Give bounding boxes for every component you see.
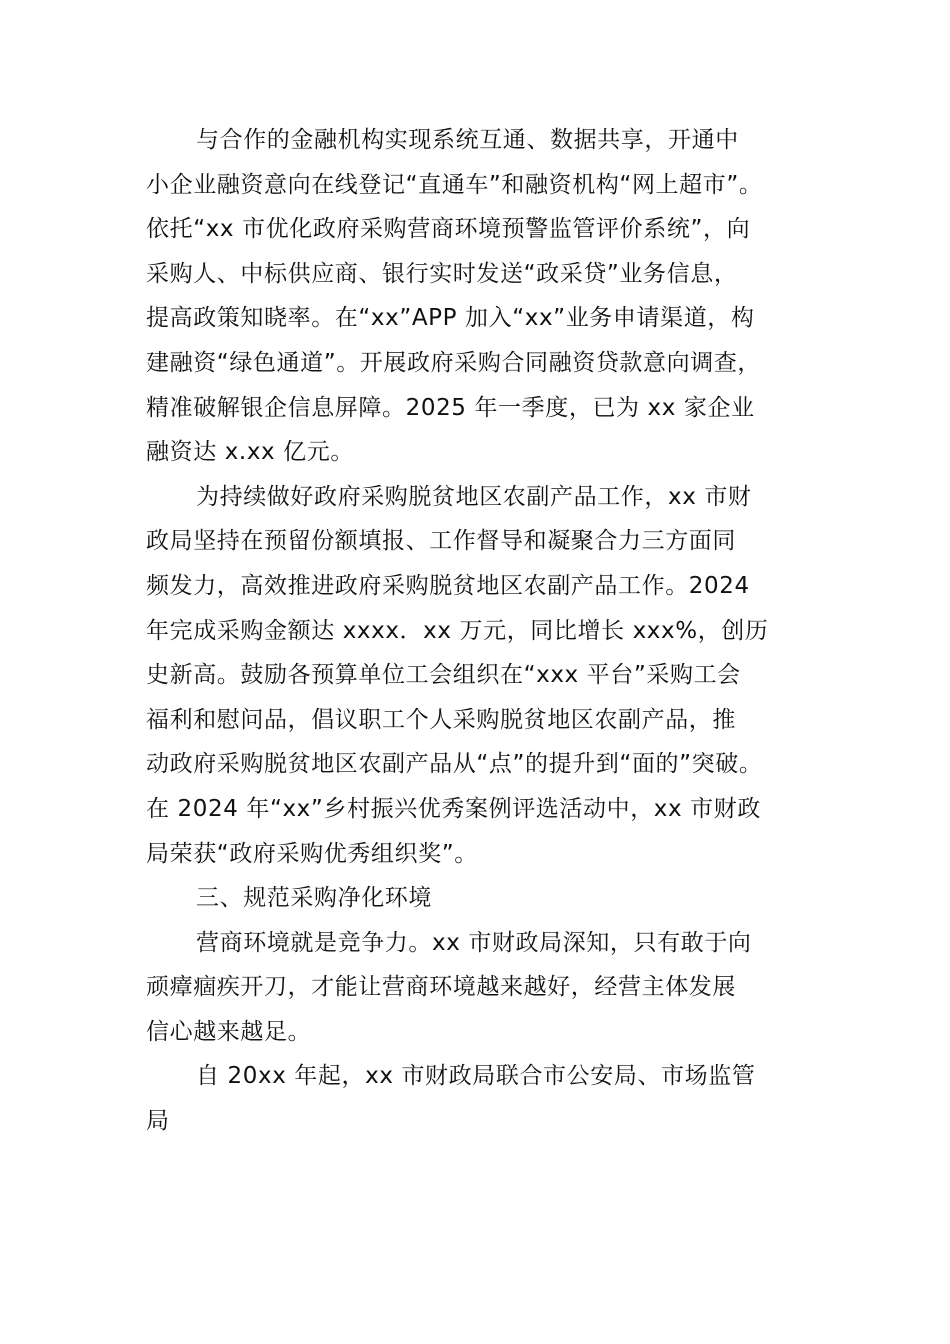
- text-line: 顽瘴痼疾开刀，才能让营商环境越来越好，经营主体发展: [146, 974, 736, 1001]
- text-line: 精准破解银企信息屏障。2025 年一季度，已为 xx 家企业: [146, 394, 755, 421]
- text-line: 提高政策知晓率。在“xx”APP 加入“xx”业务申请渠道，构: [146, 305, 755, 332]
- text-line: 采购人、中标供应商、银行实时发送“政采贷”业务信息，: [146, 260, 738, 287]
- text-line: 营商环境就是竞争力。xx 市财政局深知，只有敢于向: [196, 929, 752, 956]
- text-line: 融资达 x.xx 亿元。: [146, 439, 354, 466]
- text-line: 在 2024 年“xx”乡村振兴优秀案例评选活动中，xx 市财政: [146, 795, 761, 822]
- text-line: 史新高。鼓励各预算单位工会组织在“xxx 平台”采购工会: [146, 662, 741, 689]
- text-line: 依托“xx 市优化政府采购营商环境预警监管评价系统”，向: [146, 216, 751, 243]
- text-line: 小企业融资意向在线登记“直通车”和融资机构“网上超市”。: [146, 171, 763, 198]
- text-line: 频发力，高效推进政府采购脱贫地区农副产品工作。2024: [146, 572, 750, 599]
- text-line: 动政府采购脱贫地区农副产品从“点”的提升到“面的”突破。: [146, 751, 763, 778]
- text-line: 与合作的金融机构实现系统互通、数据共享，开通中: [196, 127, 739, 153]
- text-line: 政局坚持在预留份额填报、工作督导和凝聚合力三方面同: [146, 528, 736, 555]
- text-line: 为持续做好政府采购脱贫地区农副产品工作，xx 市财: [196, 483, 752, 510]
- text-line: 年完成采购金额达 xxxx．xx 万元，同比增长 xxx%，创历: [146, 617, 769, 644]
- text-line: 福利和慰问品，倡议职工个人采购脱贫地区农副产品，推: [146, 706, 736, 733]
- text-line: 三、规范采购净化环境: [196, 885, 432, 912]
- text-line: 局: [146, 1108, 170, 1135]
- text-line: 信心越来越足。: [146, 1018, 312, 1045]
- text-line: 局荣获“政府采购优秀组织奖”。: [146, 840, 478, 867]
- body-text: [146, 118, 836, 1144]
- text-line: 自 20xx 年起，xx 市财政局联合市公安局、市场监管: [196, 1063, 756, 1090]
- text-line: 建融资“绿色通道”。开展政府采购合同融资贷款意向调查，: [146, 349, 762, 376]
